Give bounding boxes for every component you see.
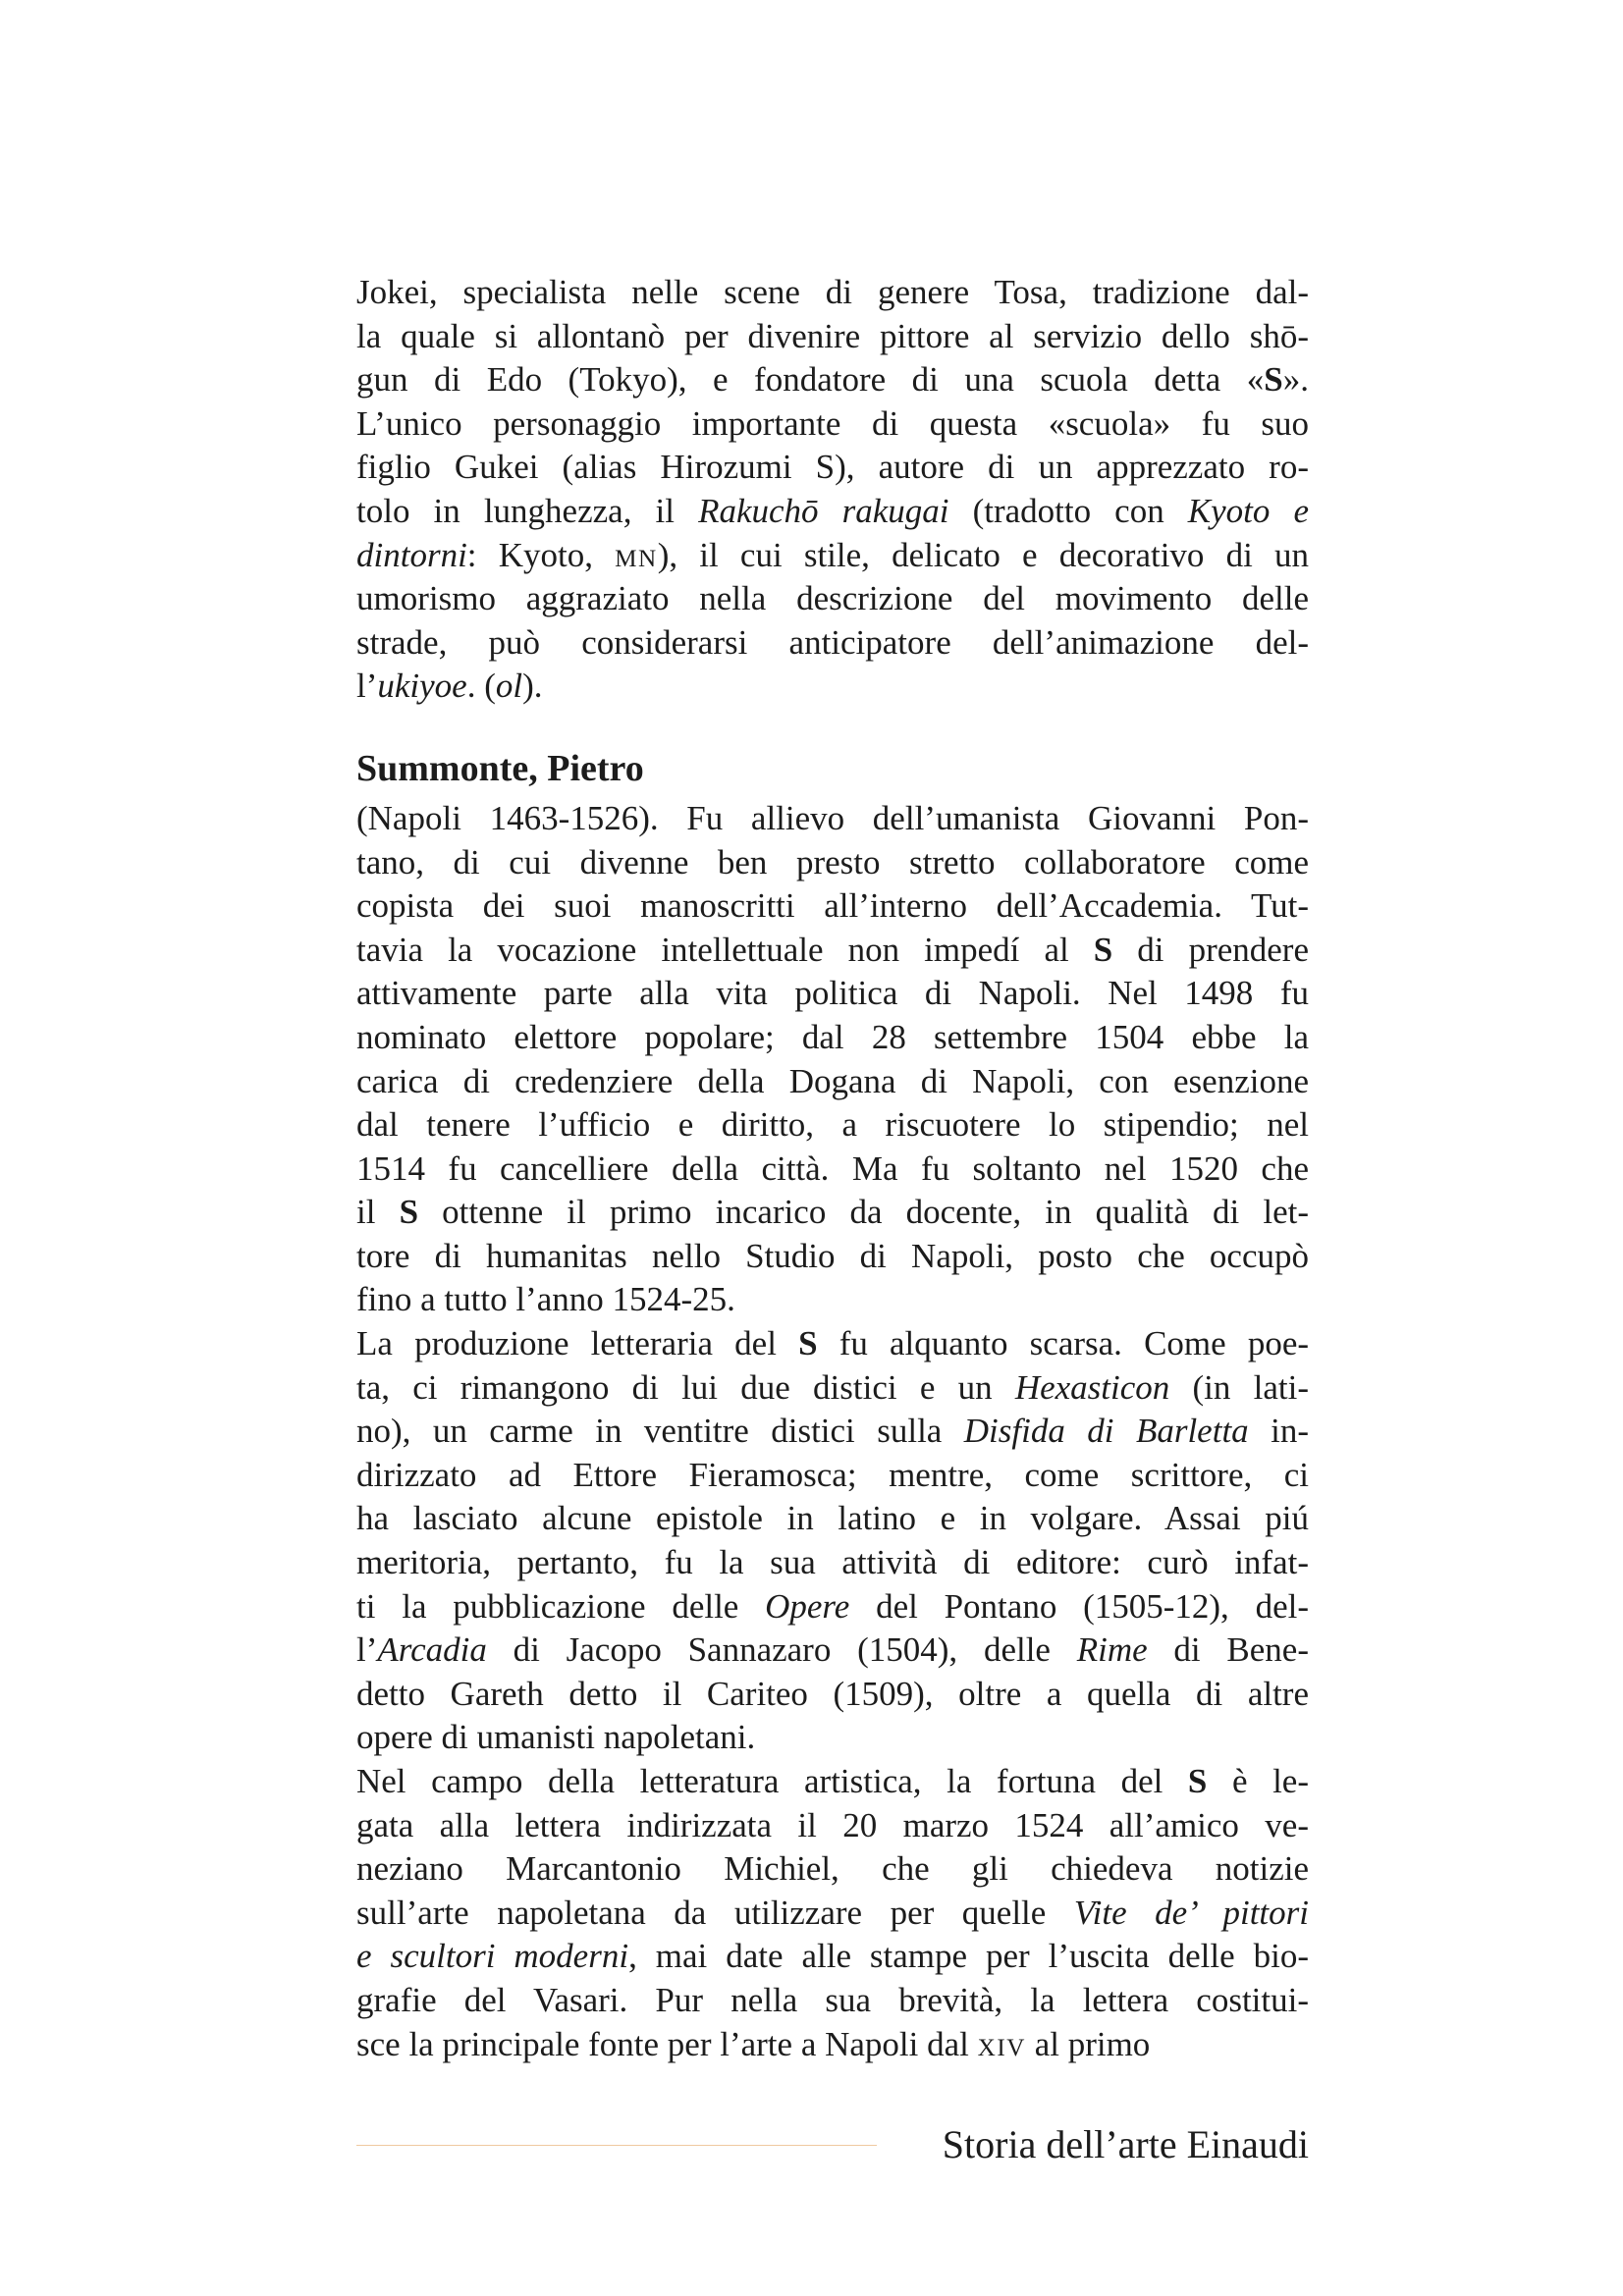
text-line: ti la pubblicazione delle Opere del Pontano (1505-12), del-	[356, 1586, 1309, 1626]
text-line: dirizzato ad Ettore Fieramosca; mentre, come scrittore, ci	[356, 1455, 1309, 1494]
italic-run: ol	[495, 667, 523, 706]
text-line: Jokei, specialista nelle scene di genere Tosa, tradizione dal-	[356, 273, 1309, 311]
text-line: e scultori moderni, mai date alle stampe per l’uscita delle bio-	[356, 1937, 1309, 1976]
text-line: opere di umanisti napoletani.	[356, 1718, 756, 1757]
text-line: gata alla lettera indirizzata il 20 marzo 1524 all’amico ve-	[356, 1805, 1309, 1844]
text-line: tavia la vocazione intellettuale non impedí al S di prendere	[356, 930, 1310, 969]
text-line: detto Gareth detto il Cariteo (1509), oltre a quella di altre	[356, 1674, 1309, 1713]
italic-run: Vite de’ pittori	[1073, 1893, 1310, 1932]
text-line: la quale si allontanò per divenire pittore al servizio dello shō-	[356, 316, 1309, 355]
italic-run: e scultori moderni	[356, 1937, 629, 1976]
italic-run: Opere	[765, 1586, 850, 1626]
text-line: l’ukiyoe. (ol).	[356, 667, 543, 706]
text-line: dintorni: Kyoto, MN), il cui stile, delicato e decorativo di un	[356, 535, 1309, 574]
bold-run: S	[1187, 1762, 1208, 1800]
text-line: no), un carme in ventitre distici sulla Disfida di Barletta in-	[356, 1412, 1309, 1451]
bold-run: S	[399, 1193, 419, 1232]
page-text	[356, 271, 1309, 2066]
text-line: Nel campo della letteratura artistica, la fortuna del S è le-	[356, 1762, 1309, 1800]
text-line: umorismo aggraziato nella descrizione del movimento delle	[356, 579, 1309, 618]
italic-run: dintorni	[356, 535, 467, 574]
text-line: l’Arcadia di Jacopo Sannazaro (1504), delle Rime di Bene-	[356, 1630, 1309, 1670]
text-line: nominato elettore popolare; dal 28 settembre 1504 ebbe la	[356, 1017, 1309, 1056]
text-line: meritoria, pertanto, fu la sua attività di editore: curò infat-	[356, 1543, 1309, 1582]
text-line: strade, può considerarsi anticipatore dell’animazione del-	[356, 622, 1309, 662]
text-line: tore di humanitas nello Studio di Napoli, posto che occupò	[356, 1236, 1309, 1275]
text-line: ta, ci rimangono di lui due distici e un Hexasticon (in lati-	[356, 1367, 1309, 1407]
text-line: ha lasciato alcune epistole in latino e in volgare. Assai piú	[356, 1499, 1309, 1538]
text-line: copista dei suoi manoscritti all’interno dell’Accademia. Tut-	[356, 886, 1309, 926]
text-line: il S ottenne il primo incarico da docente, in qualità di let-	[356, 1193, 1310, 1232]
text-line: gun di Edo (Tokyo), e fondatore di una scuola detta «S».	[356, 360, 1309, 400]
text-line: fino a tutto l’anno 1524-25.	[356, 1280, 735, 1319]
text-line: neziano Marcantonio Michiel, che gli chiedeva notizie	[356, 1849, 1309, 1889]
bold-run: S	[798, 1324, 818, 1363]
text-line: La produzione letteraria del S fu alquanto scarsa. Come poe-	[356, 1324, 1310, 1363]
italic-run: Arcadia	[377, 1630, 487, 1670]
text-line: figlio Gukei (alias Hirozumi S), autore di un apprezzato ro-	[356, 448, 1309, 487]
italic-run: Rime	[1076, 1630, 1148, 1670]
text-line: attivamente parte alla vita politica di Napoli. Nel 1498 fu	[356, 974, 1309, 1013]
small-caps-run: XIV	[977, 2034, 1026, 2061]
bold-run: S	[1264, 360, 1283, 400]
text-line: dal tenere l’ufficio e diritto, a riscuotere lo stipendio; nel	[356, 1105, 1309, 1145]
text-line: 1514 fu cancelliere della città. Ma fu soltanto nel 1520 che	[356, 1148, 1309, 1188]
italic-run: Hexasticon	[1014, 1367, 1170, 1407]
small-caps-run: MN	[615, 545, 658, 572]
text-line: tano, di cui divenne ben presto stretto collaboratore come	[356, 842, 1309, 881]
text-line: sull’arte napoletana da utilizzare per quelle Vite de’ pittori	[356, 1893, 1310, 1932]
text-line: grafie del Vasari. Pur nella sua brevità, la lettera costitui-	[356, 1980, 1309, 2019]
text-line: tolo in lunghezza, il Rakuchō rakugai (tradotto con Kyoto e	[356, 491, 1310, 530]
bold-run: S	[1093, 930, 1113, 969]
footer-title: Storia dell’arte Einaudi	[942, 2122, 1309, 2166]
text-line: carica di credenziere della Dogana di Napoli, con esenzione	[356, 1061, 1309, 1100]
text-line: sce la principale fonte per l’arte a Napoli dal XIV al primo	[356, 2024, 1151, 2063]
italic-run: Kyoto e	[1187, 491, 1310, 530]
footer-rule	[356, 2145, 877, 2146]
entry-heading: Summonte, Pietro	[356, 747, 644, 789]
text-line: L’unico personaggio importante di questa «scuola» fu suo	[356, 403, 1309, 443]
text-line: (Napoli 1463-1526). Fu allievo dell’umanista Giovanni Pon-	[356, 798, 1309, 837]
italic-run: Rakuchō rakugai	[698, 491, 949, 530]
italic-run: ukiyoe	[377, 667, 467, 706]
italic-run: Disfida di Barletta	[963, 1412, 1249, 1451]
